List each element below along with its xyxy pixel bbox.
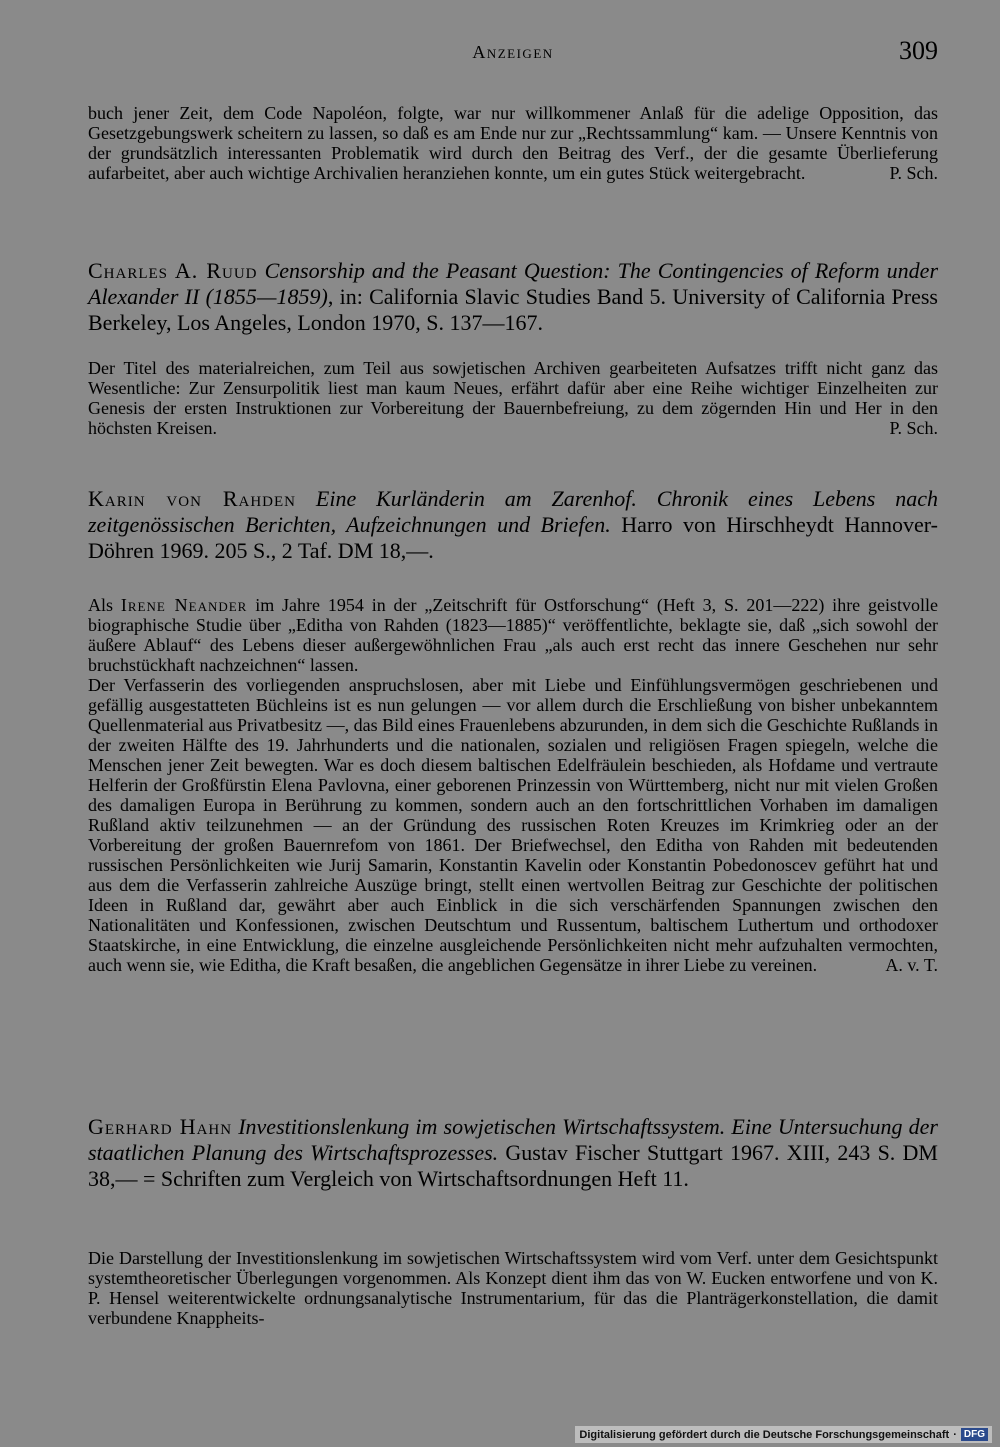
review-entry-ruud — [88, 258, 938, 336]
paragraph-text: Der Titel des materialreichen, zum Teil aus sowjetischen Archiven gearbeiteten Aufsatzes trifft nicht ganz das Wesentliche: Zur Zensurpolitik liest man kaum Neues, erfährt dafür aber eine Reihe wichtiger Einzelheiten zur Genesis der ersten Instruktionen zur Vorbereitung der Bauernbefreiung, zu dem zögernden Hin und Her in den höchsten Kreisen. — [88, 358, 938, 438]
publication-info: Harro von Hirschheydt Hannover-Döhren 1969. 205 S., 2 Taf. DM 18,—. — [88, 512, 938, 563]
bibliographic-heading — [88, 1114, 938, 1192]
review-paragraph — [88, 1248, 938, 1328]
footer-text: Digitalisierung gefördert durch die Deutsche Forschungsgemeinschaft — [579, 1428, 950, 1441]
author-name: Charles A. Ruud — [88, 258, 258, 283]
review-paragraph — [88, 595, 938, 675]
review-body-ruud — [88, 358, 938, 438]
review-body-hahn — [88, 1248, 938, 1328]
review-entry-hahn — [88, 1114, 938, 1192]
continued-review — [88, 103, 938, 183]
reviewer-signature: P. Sch. — [889, 163, 938, 183]
author-name: Karin von Rahden — [88, 486, 296, 511]
paragraph-text-prefix: Als — [88, 595, 121, 615]
paragraph-text: im Jahre 1954 in der „Zeitschrift für Ostforschung“ (Heft 3, S. 201—222) ihre geistvolle biographische Studie über „Editha von Rahden (1823—1885)“ veröffentlichte, beklagte sie, daß „sich sowohl der äußere Ablauf“ des Lebens dieser außergewöhnlichen Frau „als auch erst recht das innere Geschehen nur sehr bruchstückhaft nachzeichnen“ lassen. — [88, 595, 939, 675]
page-number: 309 — [899, 36, 938, 65]
review-paragraph — [88, 675, 938, 975]
paragraph-text: buch jener Zeit, dem Code Napoléon, folgte, war nur willkommener Anlaß für die adelige Opposition, das Gesetzgebungswerk scheitern zu lassen, so daß es am Ende nur zur „Rechtssammlung“ kam. — Unsere Kenntnis von der grundsätzlich interessanten Problematik wird durch den Beitrag des Verf., der die gesamte Überlieferung aufarbeitet, aber auch wichtige Archivalien heranziehen konnte, um ein gutes Stück weitergebracht. — [88, 103, 938, 183]
digitization-footer — [575, 1426, 992, 1443]
publication-info: , in: California Slavic Studies Band 5. University of California Press Berkeley, Los Angeles, London 1970, S. 137—167. — [88, 284, 938, 335]
reviewer-signature: A. v. T. — [885, 955, 938, 975]
review-paragraph — [88, 103, 938, 183]
dfg-logo-icon: DFG — [961, 1428, 988, 1441]
footer-separator: · — [953, 1428, 957, 1441]
paragraph-text: Der Verfasserin des vorliegenden anspruchslosen, aber mit Liebe und Einfühlungsvermögen geschriebenen und gefällig ausgestatteten Büchleins ist es nun gelungen — vor allem durch die Erschließung von bisher unbekanntem Quellenmaterial aus Privatbesitz —, das Bild eines Frauenlebens abzurunden, in dem sich die Geschichte Rußlands in der zweiten Hälfte des 19. Jahrhunderts und die nationalen, sozialen und religiösen Fragen spiegeln, welche die Menschen jener Zeit bewegten. War es doch diesem baltischen Edelfräulein beschieden, als Hofdame und vertraute Helferin der Großfürstin Elena Pavlovna, einer geborenen Prinzessin von Württemberg, nicht nur mit vielen Großen des damaligen Europa in Berührung zu kommen, sondern auch an den fortschrittlichen Vorhaben im damaligen Rußland aktiv teilzunehmen — an der Gründung des russischen Roten Kreuzes im Krimkrieg oder an der Vorbereitung der großen Bauernrefom von 1861. Der Briefwechsel, den Editha von Rahden mit bedeutenden russischen Persönlichkeiten wie Jurij Samarin, Konstantin Kavelin oder Konstantin Pobedonoscev geführt hat und aus dem die Verfasserin zahlreiche Auszüge bringt, stellt einen wertvollen Beitrag zur Geschichte der politischen Ideen in Rußland dar, gewährt aber auch Einblick in die sich verschärfenden Spannungen zwischen den Nationalitäten und Konfessionen, zwischen Deutschtum und Russentum, baltischem Luthertum und orthodoxer Staatskirche, in eine Entwicklung, die einzelne ausgleichende Persönlichkeiten nicht mehr aufzuhalten vermochten, auch wenn sie, wie Editha, die Kraft besaßen, die angeblichen Gegensätze in ihrer Liebe zu vereinen. — [88, 675, 938, 975]
page-header — [88, 36, 938, 72]
paragraph-text: Die Darstellung der Investitionslenkung im sowjetischen Wirtschaftssystem wird vom Verf. unter dem Gesichtspunkt systemtheoretischer Überlegungen vorgenommen. Als Konzept dient ihm das von W. Eucken entworfene und von K. P. Hensel weiterentwickelte ordnungsanalytische Instrumentarium, für das die Planträgerkonstellation, die damit verbundene Knappheits- — [88, 1248, 938, 1328]
bibliographic-heading — [88, 258, 938, 336]
work-title: Censorship and the Peasant Question: The Contingencies of Reform under Alexander II (1855—1859) — [88, 258, 939, 309]
publication-info: Gustav Fischer Stuttgart 1967. XIII, 243 S. DM 38,— = Schriften zum Vergleich von Wirtschaftsordnungen Heft 11. — [88, 1140, 938, 1191]
review-paragraph — [88, 358, 938, 438]
work-title: Eine Kurländerin am Zarenhof. Chronik eines Lebens nach zeitgenössischen Berichten, Aufzeichnungen und Briefen. — [88, 486, 939, 537]
work-title: Investitionslenkung im sowjetischen Wirtschaftssystem. Eine Untersuchung der staatlichen Planung des Wirtschaftsprozesses. — [88, 1114, 938, 1165]
author-name: Gerhard Hahn — [88, 1114, 233, 1139]
bibliographic-heading — [88, 486, 938, 564]
review-entry-rahden — [88, 486, 938, 564]
cited-author-name: Irene Neander — [120, 595, 248, 615]
running-title: Anzeigen — [472, 42, 554, 62]
review-body-rahden — [88, 595, 938, 975]
reviewer-signature: P. Sch. — [889, 418, 938, 438]
